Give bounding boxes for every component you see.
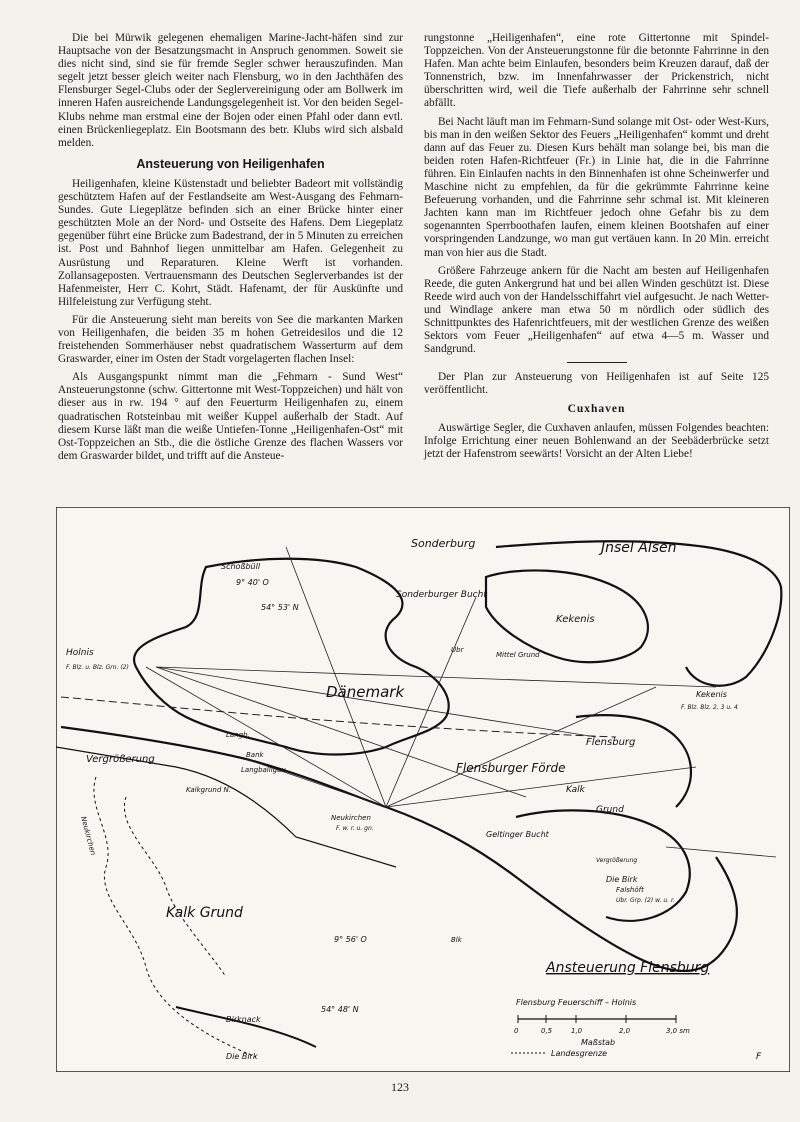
label-langb: Langb. [226, 731, 250, 739]
label-grund: Grund [596, 805, 624, 815]
label-neukirchen: Neukirchen [331, 814, 371, 822]
paragraph: rungstonne „Heiligenhafen“, eine rote Gittertonne mit Spindel-Toppzeichen. Von der Ansteuerungstonne für die betonnte Fahrrinne in den Hafen. Man achte beim Einlaufen, besonders beim Kreuzen darauf, daß der Tonnenstrich, bzw. im Innenfahrwasser der Prickenstrich, nicht überschritten wird, weil die Tiefe außerhalb der Fahrrinne sehr schnell abfällt. [424, 32, 769, 110]
label-falshoft: Falshöft [616, 886, 644, 894]
label-ubr: Ubr [451, 646, 464, 654]
label-kalkgrund-n: Kalkgrund N. [186, 786, 231, 794]
label-blk: Blk [451, 936, 462, 944]
label-flensburger-forde: Flensburger Förde [456, 761, 566, 775]
label-lat1: 54° 53' N [261, 603, 299, 612]
scale-tick: 1,0 [571, 1027, 583, 1035]
label-kekenis: Kekenis [696, 690, 727, 699]
label-kekenis-light: F. Blz. Blz. 2, 3 u. 4 [681, 704, 738, 711]
artist-signature: F [756, 1052, 762, 1062]
scale-tick: 2,0 [619, 1027, 631, 1035]
label-vergrosserung: Vergrößerung [86, 754, 155, 765]
paragraph: Für die Ansteuerung sieht man bereits von See die markanten Marken von Heiligenhafen, die beiden 35 m hohen Getreidesilos und die 12 freistehenden Sommerhäuser nebst quadratischem Wasserturm auf dem Graswarder, einer im Osten der Stadt vorgelagerten flachen Insel: [58, 313, 403, 366]
section-heading: Ansteuerung von Heiligenhafen [136, 156, 325, 171]
label-langballigau: Langballigau [241, 766, 286, 774]
label-lon1: 9° 40' O [236, 578, 269, 587]
legend-route: Flensburg Feuerschiff – Holnis [516, 998, 637, 1007]
label-kalk: Kalk [566, 785, 585, 795]
scale-tick: 3,0 sm [666, 1027, 690, 1035]
label-falshoft-light: Ubr. Grp. (2) w. u. r. [616, 897, 675, 904]
label-sonderburger-bucht: Sonderburger Bucht [396, 590, 487, 600]
label-die-birk: Die Birk [606, 875, 638, 884]
label-alsen: Jnsel Alsen [601, 540, 677, 556]
label-flensburg: Flensburg [586, 737, 636, 748]
label-sonderburg: Sonderburg [411, 537, 476, 550]
nautical-chart [56, 507, 790, 1072]
paragraph: Größere Fahrzeuge ankern für die Nacht am besten auf Heiligenhafen Reede, die guten Ankergrund hat und bei allen Winden geschützt ist. Diese Reede wird auch von der Handelsschiffahrt viel aufgesucht. Je nach Wetter- und Windlage ankere man etwa 50 m nördlich oder südlich des Schnittpunktes des Hafenrichtfeuers, mit der westlichen Grenze des weißen Sektors vom Feuer „Heiligenhafen“ auf etwa 4—5 m. Wasser und Sandgrund. [424, 264, 769, 356]
paragraph: Die bei Mürwik gelegenen ehemaligen Marine-Jacht-häfen sind zur Hauptsache von der Besatzungsmacht in Anspruch genommen. Soweit sie dies nicht sind, sind sie für fremde Segler schwer herauszufinden. Man segelt jetzt besser gleich weiter nach Flensburg, wo in den Jachthäfen des Flensburger Segel-Clubs oder der Seglervereinigung oder am Bollwerk im inneren Hafen ausreichende Landungsgelegenheit ist. Vor den beiden Segel-Klubs nehme man erstmal eine der Bojen oder einen Pfahl oder dann evtl. einen Brückenliegeplatz. Ein Bootsmann des betr. Klubs wird sich alsbald melden. [58, 32, 403, 149]
label-holnis: Holnis [66, 648, 94, 658]
section-heading: Cuxhaven [567, 403, 626, 416]
label-kalkgrund-inset: Kalk Grund [166, 905, 243, 921]
label-holnis-light: F. Blz. u. Blz. Grn. (2) [66, 664, 129, 671]
left-column [58, 32, 403, 468]
label-mittel-grund: Mittel Grund [496, 651, 540, 659]
label-schossbull: Schoßbüll [221, 562, 261, 571]
label-neukirchen-side: Neukirchen [79, 815, 98, 857]
label-bank: Bank [246, 751, 264, 759]
paragraph: Als Ausgangspunkt nimmt man die „Fehmarn - Sund West“ Ansteuerungstonne (schw. Gittertonne mit West-Toppzeichen) und hält von dieser aus in rw. 194 ° auf den Feuerturm Heiligenhafen zu, einem quadratischen Rotsteinbau mit weißer Kuppel außerhalb der Stadt. Auf diesem Kurse läßt man die weiße Untiefen-Tonne „Heiligenhafen-Ost“ mit Ost-Toppzeichen an Stb., die die östliche Grenze des flachen Wassers vor dem Graswarder bildet, und trifft auf die Ansteue- [58, 371, 403, 462]
label-lon2: 9° 56' O [334, 935, 367, 944]
scale-label: Maßstab [581, 1038, 616, 1047]
label-neukirchen-light: F. w. r. u. gn. [336, 825, 374, 832]
right-column [424, 32, 769, 466]
paragraph: Heiligenhafen, kleine Küstenstadt und beliebter Badeort mit vollständig geschütztem Hafen auf der Festlandseite am West-Ausgang des Fehmarn-Sundes. Gute Liegeplätze befinden sich an einer Brücke hinter einer geschützten Mole an der Nord- und Ostseite des Hafens. Dem Liegeplatz gegenüber führt eine Brücke zum Badestrand, der in 5 Minuten zu erreichen ist. Post und Bahnhof liegen unmittelbar am Hafen. Gelegenheit zu Ausrüstung und Reparaturen. Kleine Werft ist vorhanden. Zollansageposten. Vertrauensmann des Deutschen Seglerverbandes ist der Hafenmeister, Herr C. Kohrt, Städt. Hafenamt, der für Auskünfte und Hilfeleistung zur Verfügung steht. [58, 177, 403, 308]
paragraph: Der Plan zur Ansteuerung von Heiligenhafen ist auf Seite 125 veröffentlicht. [424, 371, 769, 397]
divider [567, 362, 627, 363]
label-geltinger-bucht: Geltinger Bucht [486, 830, 549, 839]
border-legend: Landesgrenze [551, 1049, 608, 1058]
label-birknack: Birknack [226, 1015, 261, 1024]
label-danemark: Dänemark [326, 683, 405, 701]
label-kekenis-island: Kekenis [556, 614, 595, 625]
legend-title: Ansteuerung Flensburg [546, 960, 710, 976]
paragraph: Auswärtige Segler, die Cuxhaven anlaufen, müssen Folgendes beachten: Infolge Errichtung einer neuen Bohlenwand an der Seebäderbrücke setzt jetzt der Hafenstrom seewärts! Vorsicht an der Alten Liebe! [424, 421, 769, 460]
scale-tick: 0,5 [541, 1027, 553, 1035]
label-vergrosserung-small: Vergrößerung [596, 857, 638, 864]
scale-tick: 0 [514, 1027, 519, 1035]
label-die-birk-inset: Die Birk [226, 1052, 258, 1061]
page-number: 123 [391, 1080, 409, 1094]
label-lat2: 54° 48' N [321, 1005, 359, 1014]
paragraph: Bei Nacht läuft man im Fehmarn-Sund solange mit Ost- oder West-Kurs, bis man in den weißen Sektor des Feuers „Heiligenhafen“ kommt und dreht dann auf das Feuer zu. Diesen Kurs behält man solange bei, bis man die beiden roten Hafen-Richtfeuer (Fr.) in Linie hat, die in die Fahrrinne führen. Ein Einlaufen nachts in den Binnenhafen ist ohne Scheinwerfer und Maschine nicht zu empfehlen, da für die gekrümmte Fahrrinne keine Befeuerung vorhanden, und die Fahrrinne sehr schmal ist. Mit kleineren Jachten kann man im Richtfeuer jedoch ohne Gefahr bis zu dem sogenannten Sperrboothafen laufen, einem kleinen Bootshafen auf einer vorspringenden Landzunge, wo man gut vertäuen kann. In 20 Min. erreicht man von hier aus die Stadt. [424, 115, 769, 259]
